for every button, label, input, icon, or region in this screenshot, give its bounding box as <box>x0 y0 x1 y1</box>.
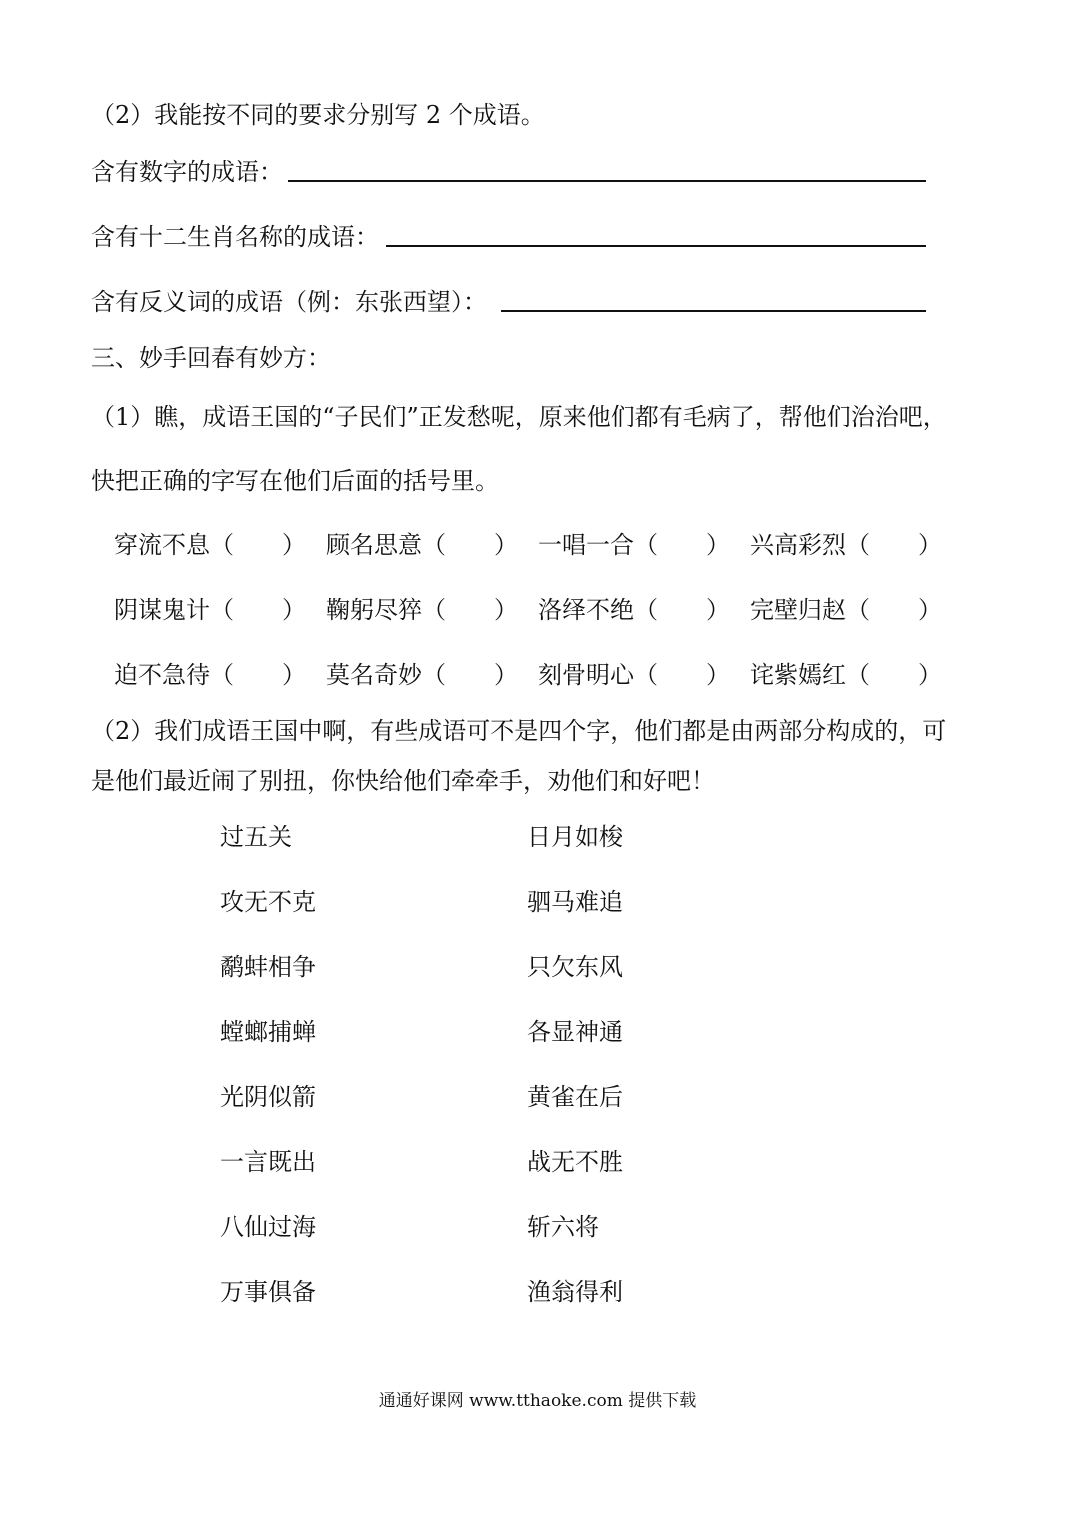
idiom-item[interactable]: 鞠躬尽猝（ ） <box>326 596 518 624</box>
match-right-item[interactable]: 只欠东风 <box>527 953 623 981</box>
idiom-item[interactable]: 迫不急待（ ） <box>114 661 306 689</box>
q1-instruction-line1: （1）瞧，成语王国的“子民们”正发愁呢，原来他们都有毛病了，帮他们治治吧， <box>91 403 947 431</box>
idiom-item[interactable]: 完壁归赵（ ） <box>750 596 942 624</box>
idiom-row-2 <box>114 595 994 625</box>
idiom-item[interactable]: 刻骨明心（ ） <box>538 661 730 689</box>
match-right-item[interactable]: 驷马难追 <box>527 888 623 916</box>
part2-heading: （2）我能按不同的要求分别写 2 个成语。 <box>91 101 545 129</box>
idiom-item[interactable]: 一唱一合（ ） <box>538 531 730 559</box>
match-left-item[interactable]: 一言既出 <box>220 1148 316 1176</box>
idiom-row-3 <box>114 660 994 690</box>
q2-instruction-line1: （2）我们成语王国中啊，有些成语可不是四个字，他们都是由两部分构成的，可 <box>91 717 947 745</box>
match-right-item[interactable]: 各显神通 <box>527 1018 623 1046</box>
match-left-item[interactable]: 攻无不克 <box>220 888 316 916</box>
match-left-item[interactable]: 八仙过海 <box>220 1213 316 1241</box>
fill-prompt-numbers: 含有数字的成语： <box>91 158 283 186</box>
match-right-item[interactable]: 斩六将 <box>527 1213 599 1241</box>
idiom-item[interactable]: 兴高彩烈（ ） <box>750 531 942 559</box>
match-left-item[interactable]: 螳螂捕蝉 <box>220 1018 316 1046</box>
match-left-item[interactable]: 过五关 <box>220 823 292 851</box>
fill-prompt-antonyms: 含有反义词的成语（例：东张西望）： <box>91 288 487 316</box>
idiom-item[interactable]: 穿流不息（ ） <box>114 531 306 559</box>
section3-title: 三、妙手回春有妙方： <box>91 344 331 372</box>
answer-line-antonyms[interactable] <box>501 310 926 312</box>
match-right-item[interactable]: 渔翁得利 <box>527 1278 623 1306</box>
match-left-item[interactable]: 鹬蚌相争 <box>220 953 316 981</box>
answer-line-numbers[interactable] <box>288 180 926 182</box>
idiom-item[interactable]: 顾名思意（ ） <box>326 531 518 559</box>
match-right-item[interactable]: 战无不胜 <box>527 1148 623 1176</box>
idiom-item[interactable]: 阴谋鬼计（ ） <box>114 596 306 624</box>
idiom-item[interactable]: 莫名奇妙（ ） <box>326 661 518 689</box>
match-right-item[interactable]: 黄雀在后 <box>527 1083 623 1111</box>
idiom-item[interactable]: 洛绎不绝（ ） <box>538 596 730 624</box>
answer-line-zodiac[interactable] <box>386 245 926 247</box>
match-left-item[interactable]: 光阴似箭 <box>220 1083 316 1111</box>
fill-prompt-zodiac: 含有十二生肖名称的成语： <box>91 223 379 251</box>
idiom-item[interactable]: 诧紫嫣红（ ） <box>750 661 942 689</box>
page-footer: 通通好课网 www.tthaoke.com 提供下载 <box>378 1391 697 1411</box>
q2-instruction-line2: 是他们最近闹了别扭，你快给他们牵牵手，劝他们和好吧！ <box>91 767 715 795</box>
q1-instruction-line2: 快把正确的字写在他们后面的括号里。 <box>91 467 499 495</box>
idiom-row-1 <box>114 530 994 560</box>
match-right-item[interactable]: 日月如梭 <box>527 823 623 851</box>
match-left-item[interactable]: 万事俱备 <box>220 1278 316 1306</box>
